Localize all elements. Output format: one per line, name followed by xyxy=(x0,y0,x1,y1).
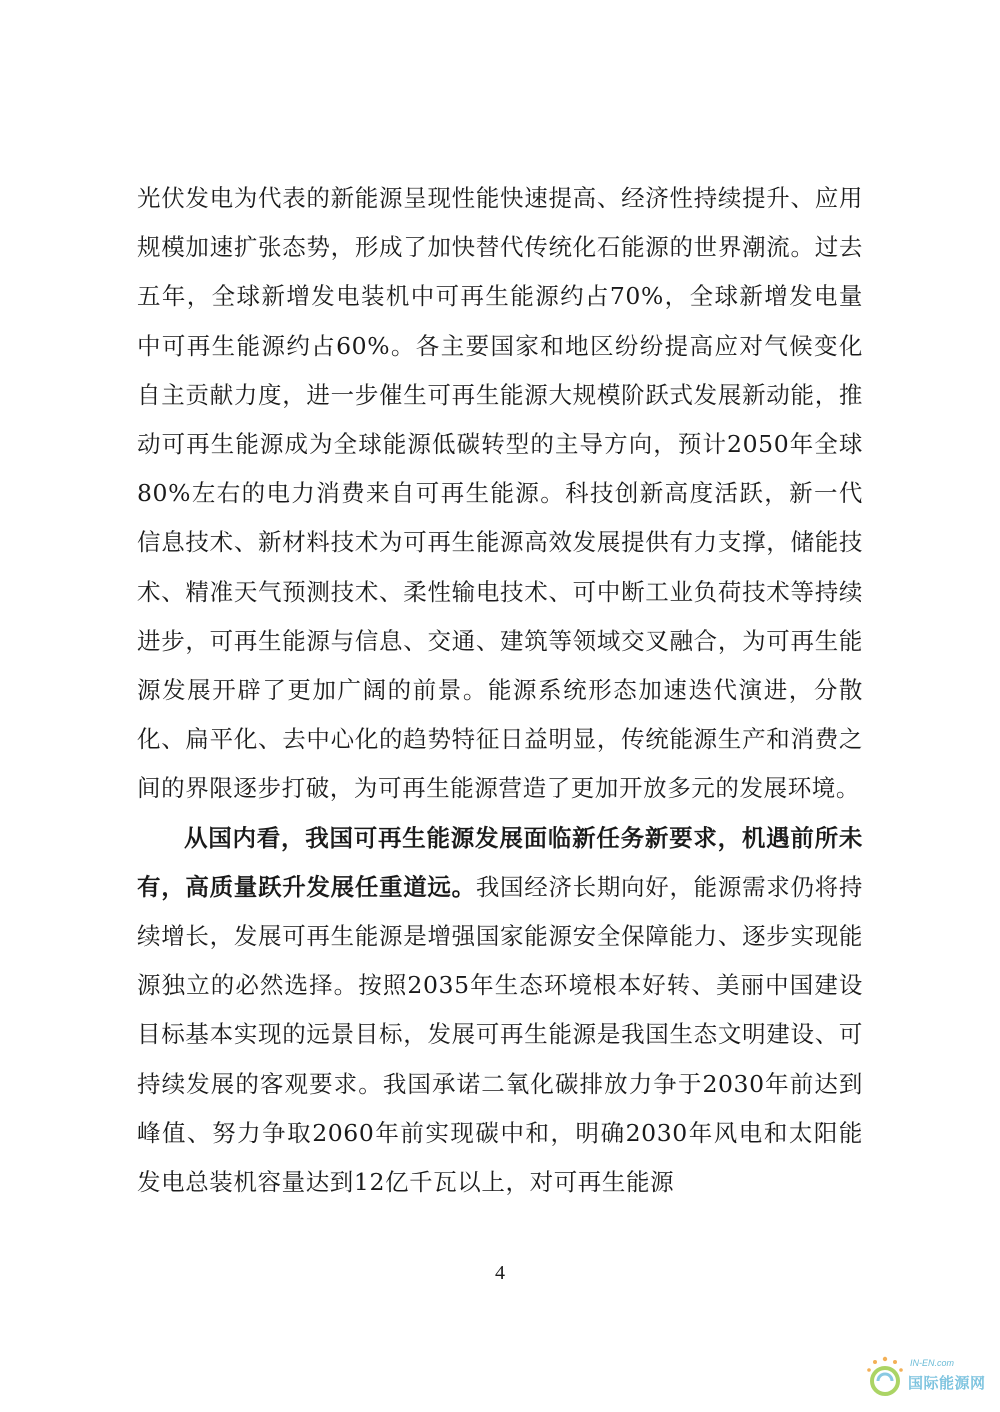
paragraph-lead-sentence: 从国内看，我国可再生能源发展面临新任务新要求，机遇前所未有，高质量跃升发展任重道远。 xyxy=(137,823,863,901)
watermark xyxy=(862,1352,992,1402)
sun-swirl-logo-icon xyxy=(862,1354,908,1400)
watermark-brand: 国际能源网 xyxy=(908,1374,986,1392)
body-text xyxy=(137,174,863,1207)
paragraph-domestic-outlook xyxy=(137,814,863,1208)
watermark-url: IN-EN.com xyxy=(910,1358,955,1368)
paragraph-global-trend xyxy=(137,174,863,814)
page-number: 4 xyxy=(495,1262,505,1284)
paragraph-text: 光伏发电为代表的新能源呈现性能快速提高、经济性持续提升、应用规模加速扩张态势，形成了加快替代传统化石能源的世界潮流。过去五年，全球新增发电装机中可再生能源约占70%，全球新增发电量中可再生能源约占60%。各主要国家和地区纷纷提高应对气候变化自主贡献力度，进一步催生可再生能源大规模阶跃式发展新动能，推动可再生能源成为全球能源低碳转型的主导方向，预计2050年全球80%左右的电力消费来自可再生能源。科技创新高度活跃，新一代信息技术、新材料技术为可再生能源高效发展提供有力支撑，储能技术、精准天气预测技术、柔性输电技术、可中断工业负荷技术等持续进步，可再生能源与信息、交通、建筑等领域交叉融合，为可再生能源发展开辟了更加广阔的前景。能源系统形态加速迭代演进，分散化、扁平化、去中心化的趋势特征日益明显，传统能源生产和消费之间的界限逐步打破，为可再生能源营造了更加开放多元的发展环境。 xyxy=(137,184,863,803)
paragraph-text: 我国经济长期向好，能源需求仍将持续增长，发展可再生能源是增强国家能源安全保障能力、逐步实现能源独立的必然选择。按照2035年生态环境根本好转、美丽中国建设目标基本实现的远景目标，发展可再生能源是我国生态文明建设、可持续发展的客观要求。我国承诺二氧化碳排放力争于2030年前达到峰值、努力争取2060年前实现碳中和，明确2030年风电和太阳能发电总装机容量达到12亿千瓦以上，对可再生能源 xyxy=(137,872,863,1197)
